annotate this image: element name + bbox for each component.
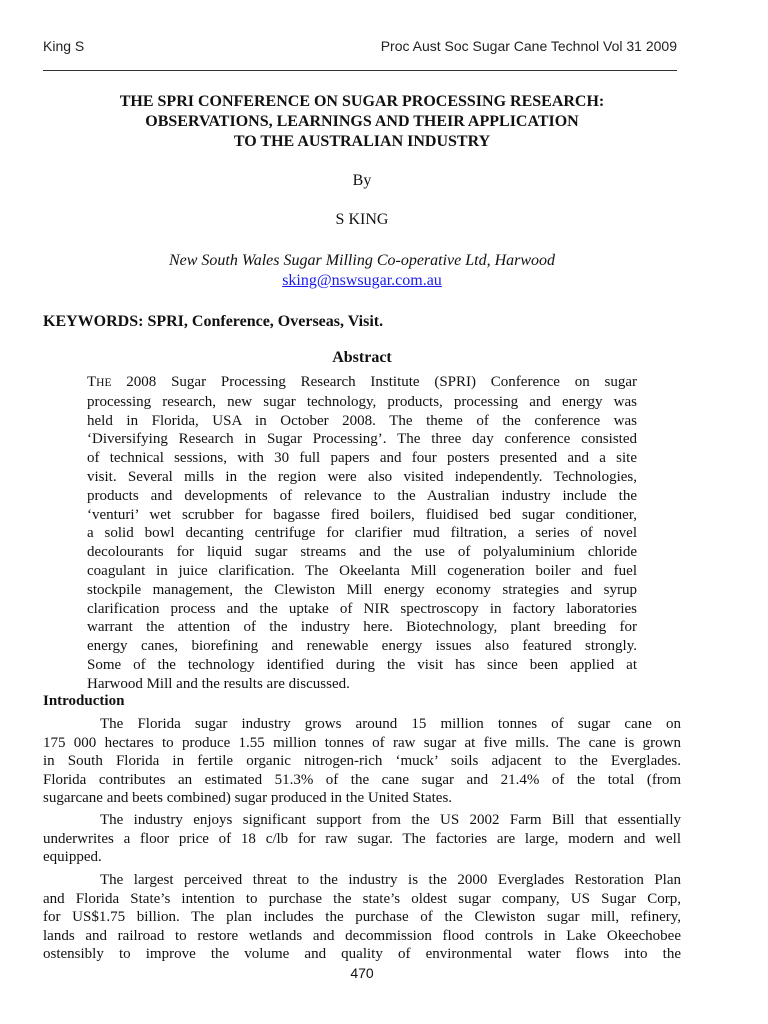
body-line: The largest perceived threat to the industry is the 2000 Everglades Restoration Plan <box>100 872 681 888</box>
author-affiliation: New South Wales Sugar Milling Co-operative Ltd, Harwood <box>168 252 556 269</box>
abstract-line: a solid bowl decanting centrifuge for clarifier mud filtration, a series of novel <box>87 525 637 542</box>
body-line: sugarcane and beets combined) sugar produced in the United States. <box>43 790 453 807</box>
introduction-paragraph-2 <box>43 811 681 867</box>
introduction-heading: Introduction <box>43 693 125 709</box>
keywords: KEYWORDS: SPRI, Conference, Overseas, Visit. <box>43 313 384 330</box>
body-line: Florida contributes an estimated 51.3% of the cane sugar and 21.4% of the total (from <box>43 771 681 788</box>
by-line: By <box>352 172 372 189</box>
abstract-body <box>87 373 637 694</box>
abstract-line: decolourants for liquid sugar streams and the use of polyaluminium chloride <box>87 544 637 561</box>
author-name: S KING <box>335 211 389 228</box>
running-head-journal: Proc Aust Soc Sugar Cane Technol Vol 31 2009 <box>380 38 677 54</box>
abstract-line: Some of the technology identified during the visit has since been applied at <box>87 656 637 673</box>
body-line: ostensibly to improve the volume and quality of environmental water flows into the <box>43 946 681 963</box>
body-line: equipped. <box>43 849 102 866</box>
body-line: in South Florida in fertile organic nitrogen-rich ‘muck’ soils adjacent to the Everglades. <box>43 753 681 770</box>
dropcap-letter: T <box>87 374 97 390</box>
email-link[interactable]: sking@nswsugar.com.au <box>282 272 442 289</box>
author-email <box>43 272 681 290</box>
introduction-paragraph-1 <box>43 715 681 808</box>
abstract-heading: Abstract <box>332 349 392 366</box>
dropcap-rest: HE <box>96 377 112 389</box>
abstract-line: coagulant in juice clarification. The Okeelanta Mill cogeneration boiler and fuel <box>87 562 637 579</box>
body-line: for US$1.75 billion. The plan includes the purchase of the Clewiston sugar mill, refinery, <box>43 909 681 926</box>
body-line: and Florida State’s intention to purchase the state’s oldest sugar company, US Sugar Corp, <box>43 890 681 907</box>
abstract-line: products and developments of relevance to the Australian industry include the <box>87 487 637 504</box>
body-line: underwrites a floor price of 18 c/lb for raw sugar. The factories are large, modern and well <box>43 830 681 847</box>
abstract-line: held in Florida, USA in October 2008. The theme of the conference was <box>87 412 637 429</box>
abstract-line: warrant the attention of the industry here. Biotechnology, plant breeding for <box>87 619 637 636</box>
abstract-line: stockpile management, the Clewiston Mill energy economy strategies and syrup <box>87 581 637 598</box>
abstract-line: processing research, new sugar technology, products, processing and energy was <box>87 393 637 410</box>
abstract-line: ‘Diversifying Research in Sugar Processing’. The three day conference consisted <box>87 431 637 448</box>
title-line: OBSERVATIONS, LEARNINGS AND THEIR APPLICATION <box>145 113 579 130</box>
abstract-line: ‘venturi’ wet scrubber for bagasse fired boilers, fluidised bed sugar conditioner, <box>87 506 637 523</box>
running-head <box>43 38 677 54</box>
abstract-line: THE 2008 Sugar Processing Research Institute (SPRI) Conference on sugar <box>87 374 637 390</box>
body-line: The Florida sugar industry grows around 15 million tonnes of sugar cane on <box>100 716 681 732</box>
abstract-line: clarification process and the uptake of NIR spectroscopy in factory laboratories <box>87 600 637 617</box>
abstract-line: visit. Several mills in the region were also visited independently. Technologies, <box>87 468 637 485</box>
abstract-line: Harwood Mill and the results are discussed. <box>87 675 350 692</box>
header-rule <box>43 70 677 71</box>
body-line: 175 000 hectares to produce 1.55 million tonnes of raw sugar at five mills. The cane is grown <box>43 734 681 751</box>
running-head-author: King S <box>43 38 85 54</box>
body-line: lands and railroad to restore wetlands and decommission flood controls in Lake Okeechobee <box>43 927 681 944</box>
page-number: 470 <box>350 965 374 981</box>
title-line: THE SPRI CONFERENCE ON SUGAR PROCESSING RESEARCH: <box>119 93 605 110</box>
title-line: TO THE AUSTRALIAN INDUSTRY <box>233 133 491 150</box>
introduction-paragraph-3 <box>43 871 681 964</box>
abstract-line: of technical sessions, with 30 full papers and four posters presented and a site <box>87 450 637 467</box>
body-line: The industry enjoys significant support from the US 2002 Farm Bill that essentially <box>100 812 681 828</box>
paper-title <box>43 92 681 152</box>
abstract-line: energy canes, biorefining and renewable energy issues also featured strongly. <box>87 638 637 655</box>
